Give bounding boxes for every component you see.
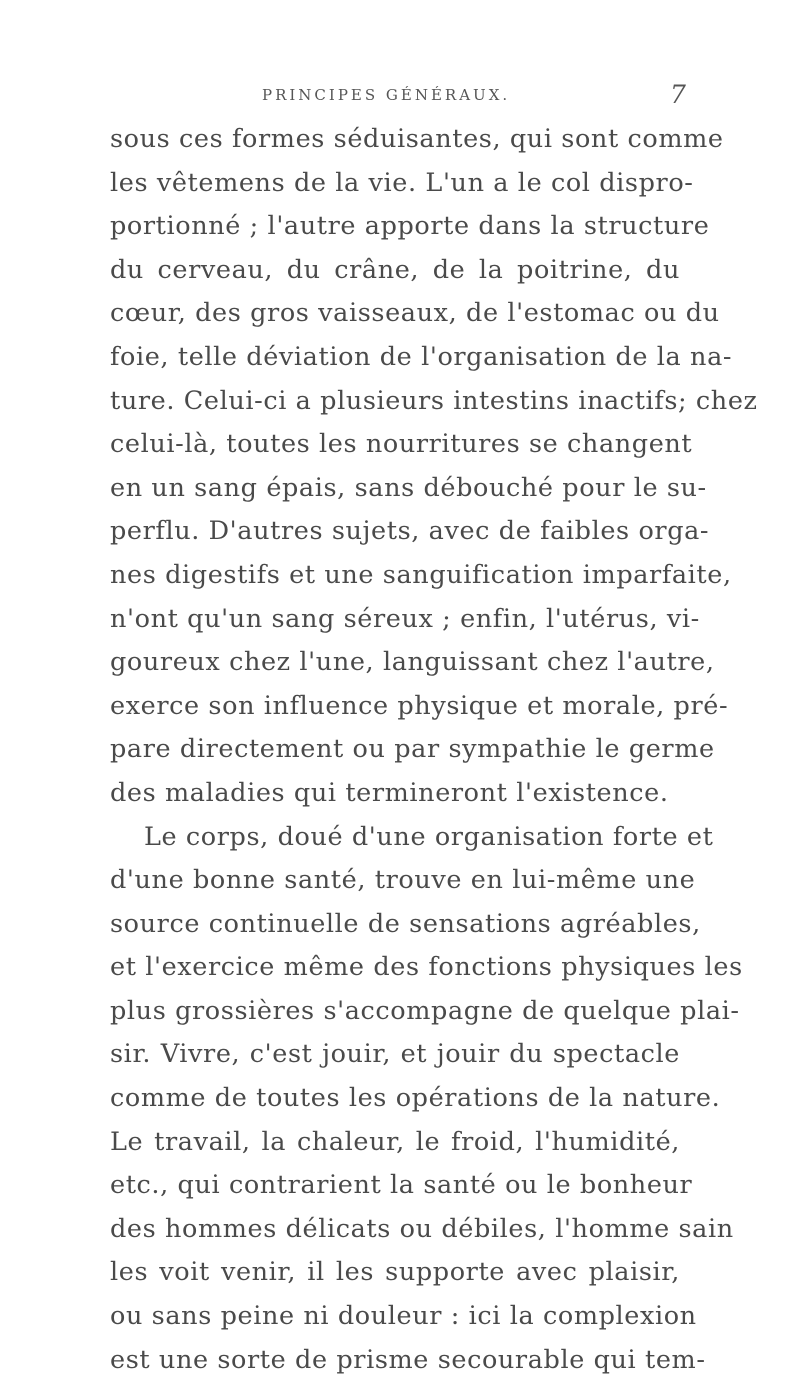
text-line: les voit venir, il les supporte avec plaisir, xyxy=(110,1257,680,1288)
text-line: sir. Vivre, c'est jouir, et jouir du spectacle xyxy=(110,1039,680,1070)
text-line: nes digestifs et une sanguification imparfaite, xyxy=(110,559,732,590)
body-text xyxy=(110,118,758,1382)
running-head xyxy=(0,80,800,114)
page-number: 7 xyxy=(670,80,686,109)
text-line: en un sang épais, sans débouché pour le su- xyxy=(110,472,707,503)
text-line: des hommes délicats ou débiles, l'homme sain xyxy=(110,1213,734,1244)
text-line: comme de toutes les opérations de la nature. xyxy=(110,1083,721,1114)
text-line: perflu. D'autres sujets, avec de faibles orga- xyxy=(110,516,710,547)
text-line: Le corps, doué d'une organisation forte et xyxy=(144,821,714,852)
text-line: exerce son influence physique et morale, pré- xyxy=(110,690,729,721)
text-line: est une sorte de prisme secourable qui tem- xyxy=(110,1344,706,1375)
text-line: pare directement ou par sympathie le germe xyxy=(110,734,715,765)
text-line: cœur, des gros vaisseaux, de l'estomac ou du xyxy=(110,298,720,329)
text-line: Le travail, la chaleur, le froid, l'humidité, xyxy=(110,1126,680,1157)
text-line: celui-là, toutes les nourritures se changent xyxy=(110,429,693,460)
text-line: goureux chez l'une, languissant chez l'autre, xyxy=(110,647,715,678)
text-line: foie, telle déviation de l'organisation de la na- xyxy=(110,341,733,372)
text-line: n'ont qu'un sang séreux ; enfin, l'utérus, vi- xyxy=(110,603,700,634)
text-line: et l'exercice même des fonctions physiques les xyxy=(110,952,743,983)
text-line: plus grossières s'accompagne de quelque plai- xyxy=(110,995,740,1026)
text-line: ture. Celui-ci a plusieurs intestins inactifs; chez xyxy=(110,385,758,416)
text-line: d'une bonne santé, trouve en lui-même une xyxy=(110,865,696,896)
text-line: sous ces formes séduisantes, qui sont comme xyxy=(110,124,724,154)
text-line: portionné ; l'autre apporte dans la structure xyxy=(110,211,710,242)
text-line: des maladies qui termineront l'existence. xyxy=(110,777,669,808)
text-line: ou sans peine ni douleur : ici la complexion xyxy=(110,1301,697,1332)
text-line: du cerveau, du crâne, de la poitrine, du xyxy=(110,254,680,285)
running-title: PRINCIPES GÉNÉRAUX. xyxy=(262,86,511,104)
text-line: les vêtemens de la vie. L'un a le col dispro- xyxy=(110,167,694,198)
text-line: etc., qui contrarient la santé ou le bonheur xyxy=(110,1170,693,1201)
text-line: source continuelle de sensations agréables, xyxy=(110,908,701,939)
